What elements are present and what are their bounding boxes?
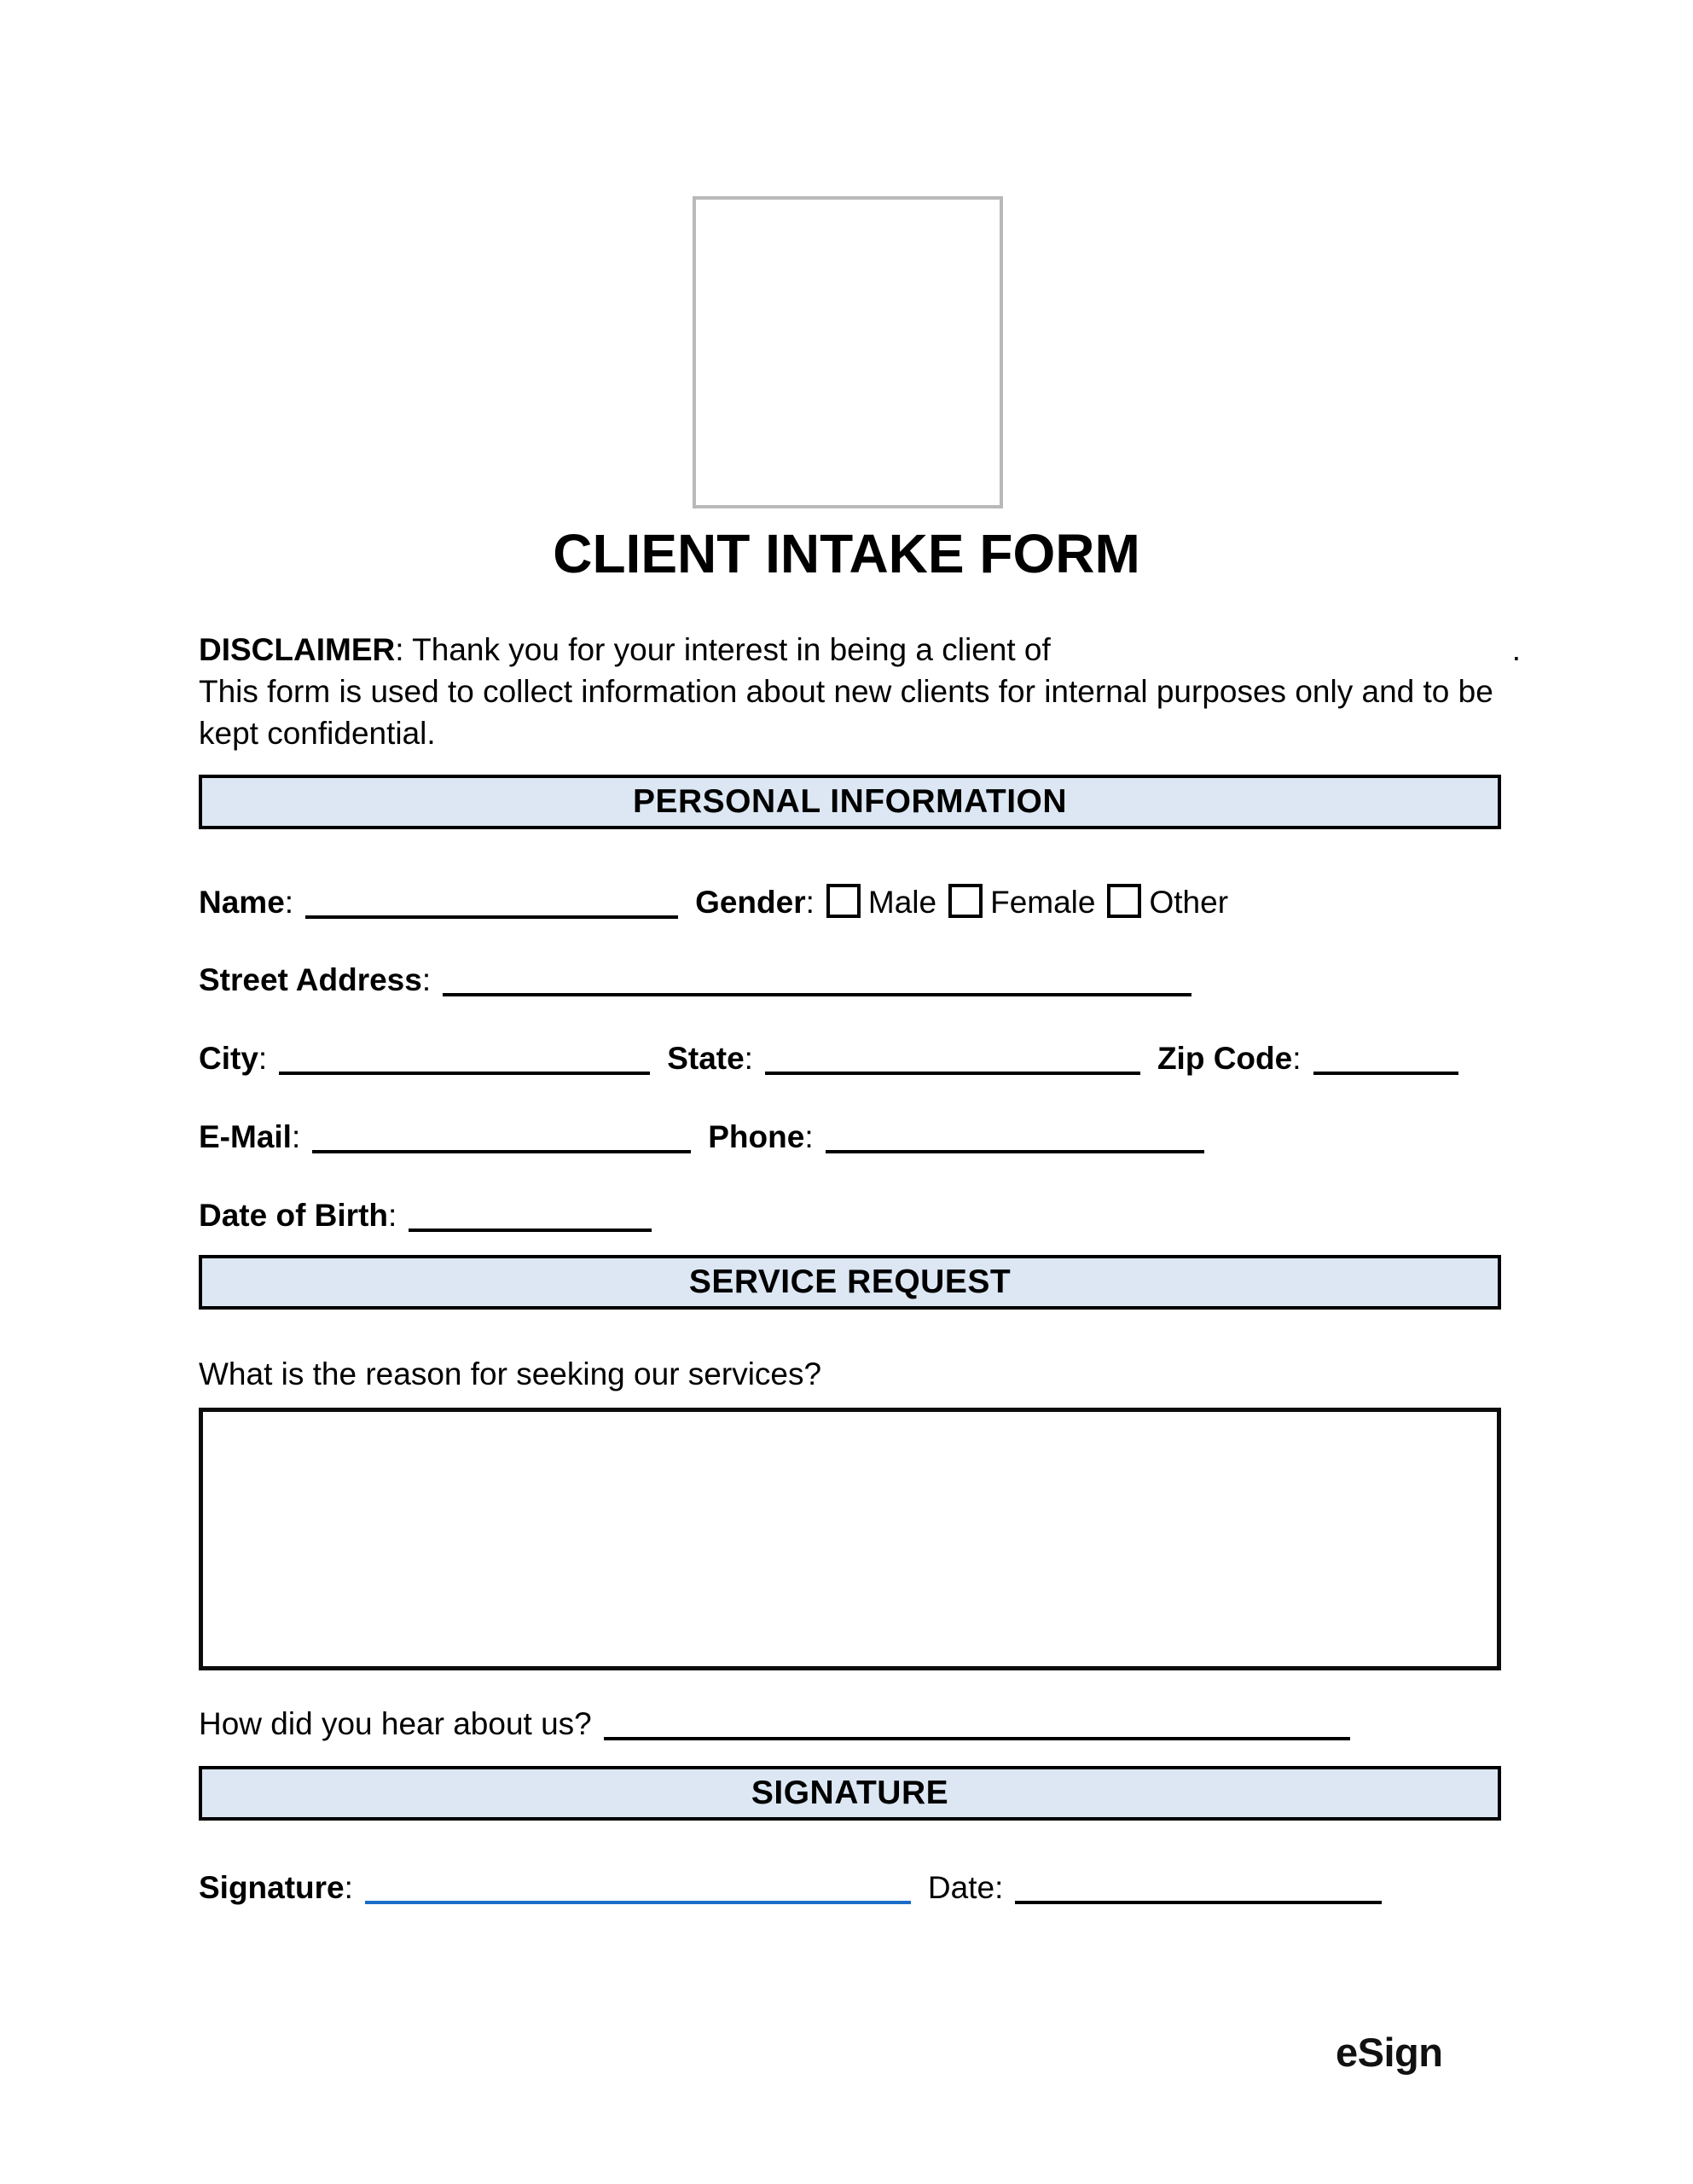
date-input-line[interactable] <box>1015 1871 1382 1904</box>
disclaimer-label: DISCLAIMER <box>199 632 396 667</box>
hear-about-input-line[interactable] <box>604 1707 1350 1740</box>
name-label: Name: <box>199 885 294 920</box>
zip-code-label: Zip Code: <box>1157 1040 1302 1076</box>
gender-label: Gender: <box>695 885 815 920</box>
disclaimer-intro: Thank you for your interest in being a client of <box>412 632 1051 667</box>
street-address-row <box>199 957 1529 1000</box>
gender-other-label: Other <box>1149 885 1229 920</box>
section-title-service-request: SERVICE REQUEST <box>688 1263 1012 1300</box>
date-of-birth-label: Date of Birth: <box>199 1197 397 1233</box>
esign-logo: eSign <box>1336 2030 1443 2075</box>
email-phone-row <box>199 1114 1529 1157</box>
email-label: E-Mail: <box>199 1118 301 1154</box>
signature-input-line[interactable] <box>365 1871 911 1904</box>
hear-about-label: How did you hear about us? <box>199 1705 592 1741</box>
street-address-label: Street Address: <box>199 961 432 997</box>
disclaimer-body: This form is used to collect information about new clients for internal purposes only and to be kept confidential. <box>199 674 1493 751</box>
company-logo-placeholder <box>693 196 1003 508</box>
name-gender-row <box>199 879 1529 922</box>
date-of-birth-row <box>199 1193 1529 1235</box>
signature-date-row <box>199 1865 1529 1908</box>
reason-textarea[interactable] <box>199 1408 1501 1670</box>
section-header-personal-information <box>199 775 1501 829</box>
gender-male-checkbox[interactable] <box>826 884 861 918</box>
hear-about-row <box>199 1701 1529 1744</box>
gender-female-label: Female <box>990 885 1096 920</box>
section-header-service-request <box>199 1255 1501 1310</box>
city-state-zip-row <box>199 1036 1529 1078</box>
state-input-line[interactable] <box>765 1042 1140 1075</box>
signature-label: Signature: <box>199 1869 353 1905</box>
disclaimer-colon: : <box>395 632 404 667</box>
disclaimer-line1 <box>199 629 1521 671</box>
disclaimer-text <box>199 629 1051 671</box>
city-label: City: <box>199 1040 268 1076</box>
date-label: Date: <box>927 1869 1004 1905</box>
reason-question: What is the reason for seeking our services? <box>199 1356 822 1391</box>
gender-female-checkbox[interactable] <box>948 884 983 918</box>
disclaimer-period: . <box>1511 632 1521 667</box>
street-address-input-line[interactable] <box>443 963 1191 996</box>
phone-label: Phone: <box>708 1118 814 1154</box>
gender-other-checkbox[interactable] <box>1107 884 1141 918</box>
email-input-line[interactable] <box>312 1120 691 1153</box>
state-label: State: <box>667 1040 753 1076</box>
phone-input-line[interactable] <box>826 1120 1204 1153</box>
section-title-signature: SIGNATURE <box>751 1774 949 1811</box>
section-header-signature <box>199 1766 1501 1821</box>
name-input-line[interactable] <box>305 886 678 919</box>
city-input-line[interactable] <box>279 1042 650 1075</box>
disclaimer <box>199 629 1521 754</box>
page-title: CLIENT INTAKE FORM <box>553 523 1140 584</box>
gender-male-label: Male <box>867 885 937 920</box>
zip-code-input-line[interactable] <box>1313 1042 1458 1075</box>
section-title-personal-information: PERSONAL INFORMATION <box>632 783 1068 820</box>
date-of-birth-input-line[interactable] <box>409 1199 652 1232</box>
